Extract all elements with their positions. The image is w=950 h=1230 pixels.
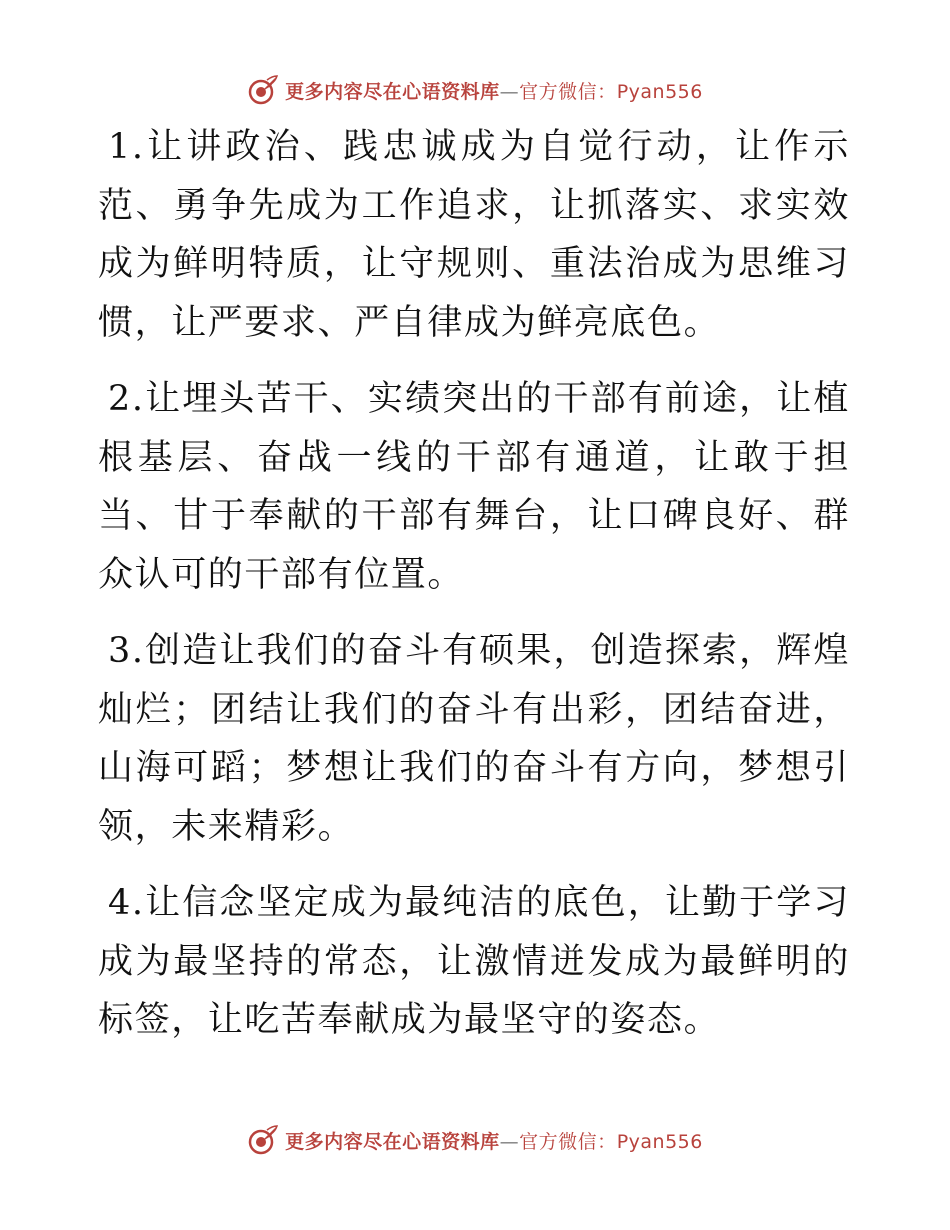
paragraph-number: 3. bbox=[108, 631, 145, 671]
feather-pen-logo-icon bbox=[247, 74, 279, 106]
header-site-text: 更多内容尽在心语资料库 bbox=[285, 80, 500, 103]
paragraph-3 bbox=[98, 622, 850, 856]
paragraph-text: 让埋头苦干、实绩突出的干部有前途，让植根基层、奋战一线的干部有通道，让敢于担当、甘于奉献的干部有舞台，让口碑良好、群众认可的干部有位置。 bbox=[98, 379, 850, 595]
paragraph-1 bbox=[98, 118, 850, 352]
paragraph-text: 让信念坚定成为最纯洁的底色，让勤于学习成为最坚持的常态，让激情迸发成为最鲜明的标签，让吃苦奉献成为最坚守的姿态。 bbox=[98, 883, 850, 1040]
paragraph-number: 1. bbox=[108, 127, 145, 167]
footer-banner-text bbox=[285, 1127, 703, 1154]
document-body bbox=[98, 118, 850, 1068]
paragraph-number: 2. bbox=[108, 379, 145, 419]
paragraph-text: 让讲政治、践忠诚成为自觉行动，让作示范、勇争先成为工作追求，让抓落实、求实效成为鲜明特质，让守规则、重法治成为思维习惯，让严要求、严自律成为鲜亮底色。 bbox=[98, 127, 850, 343]
header-banner-text bbox=[285, 77, 703, 104]
footer-wechat-label: 官方微信： bbox=[519, 1130, 617, 1153]
header-banner bbox=[0, 70, 950, 110]
header-dash: — bbox=[499, 80, 520, 103]
paragraph-2 bbox=[98, 370, 850, 604]
feather-pen-logo-icon bbox=[247, 1124, 279, 1156]
paragraph-number: 4. bbox=[108, 883, 145, 923]
header-wechat-id: Pyan556 bbox=[616, 80, 703, 103]
footer-banner bbox=[0, 1120, 950, 1160]
footer-dash: — bbox=[499, 1130, 520, 1153]
footer-wechat-id: Pyan556 bbox=[616, 1130, 703, 1153]
paragraph-text: 创造让我们的奋斗有硕果，创造探索，辉煌灿烂；团结让我们的奋斗有出彩，团结奋进，山海可蹈；梦想让我们的奋斗有方向，梦想引领，未来精彩。 bbox=[98, 631, 850, 847]
footer-site-text: 更多内容尽在心语资料库 bbox=[285, 1130, 500, 1153]
paragraph-4 bbox=[98, 874, 850, 1050]
header-wechat-label: 官方微信： bbox=[519, 80, 617, 103]
